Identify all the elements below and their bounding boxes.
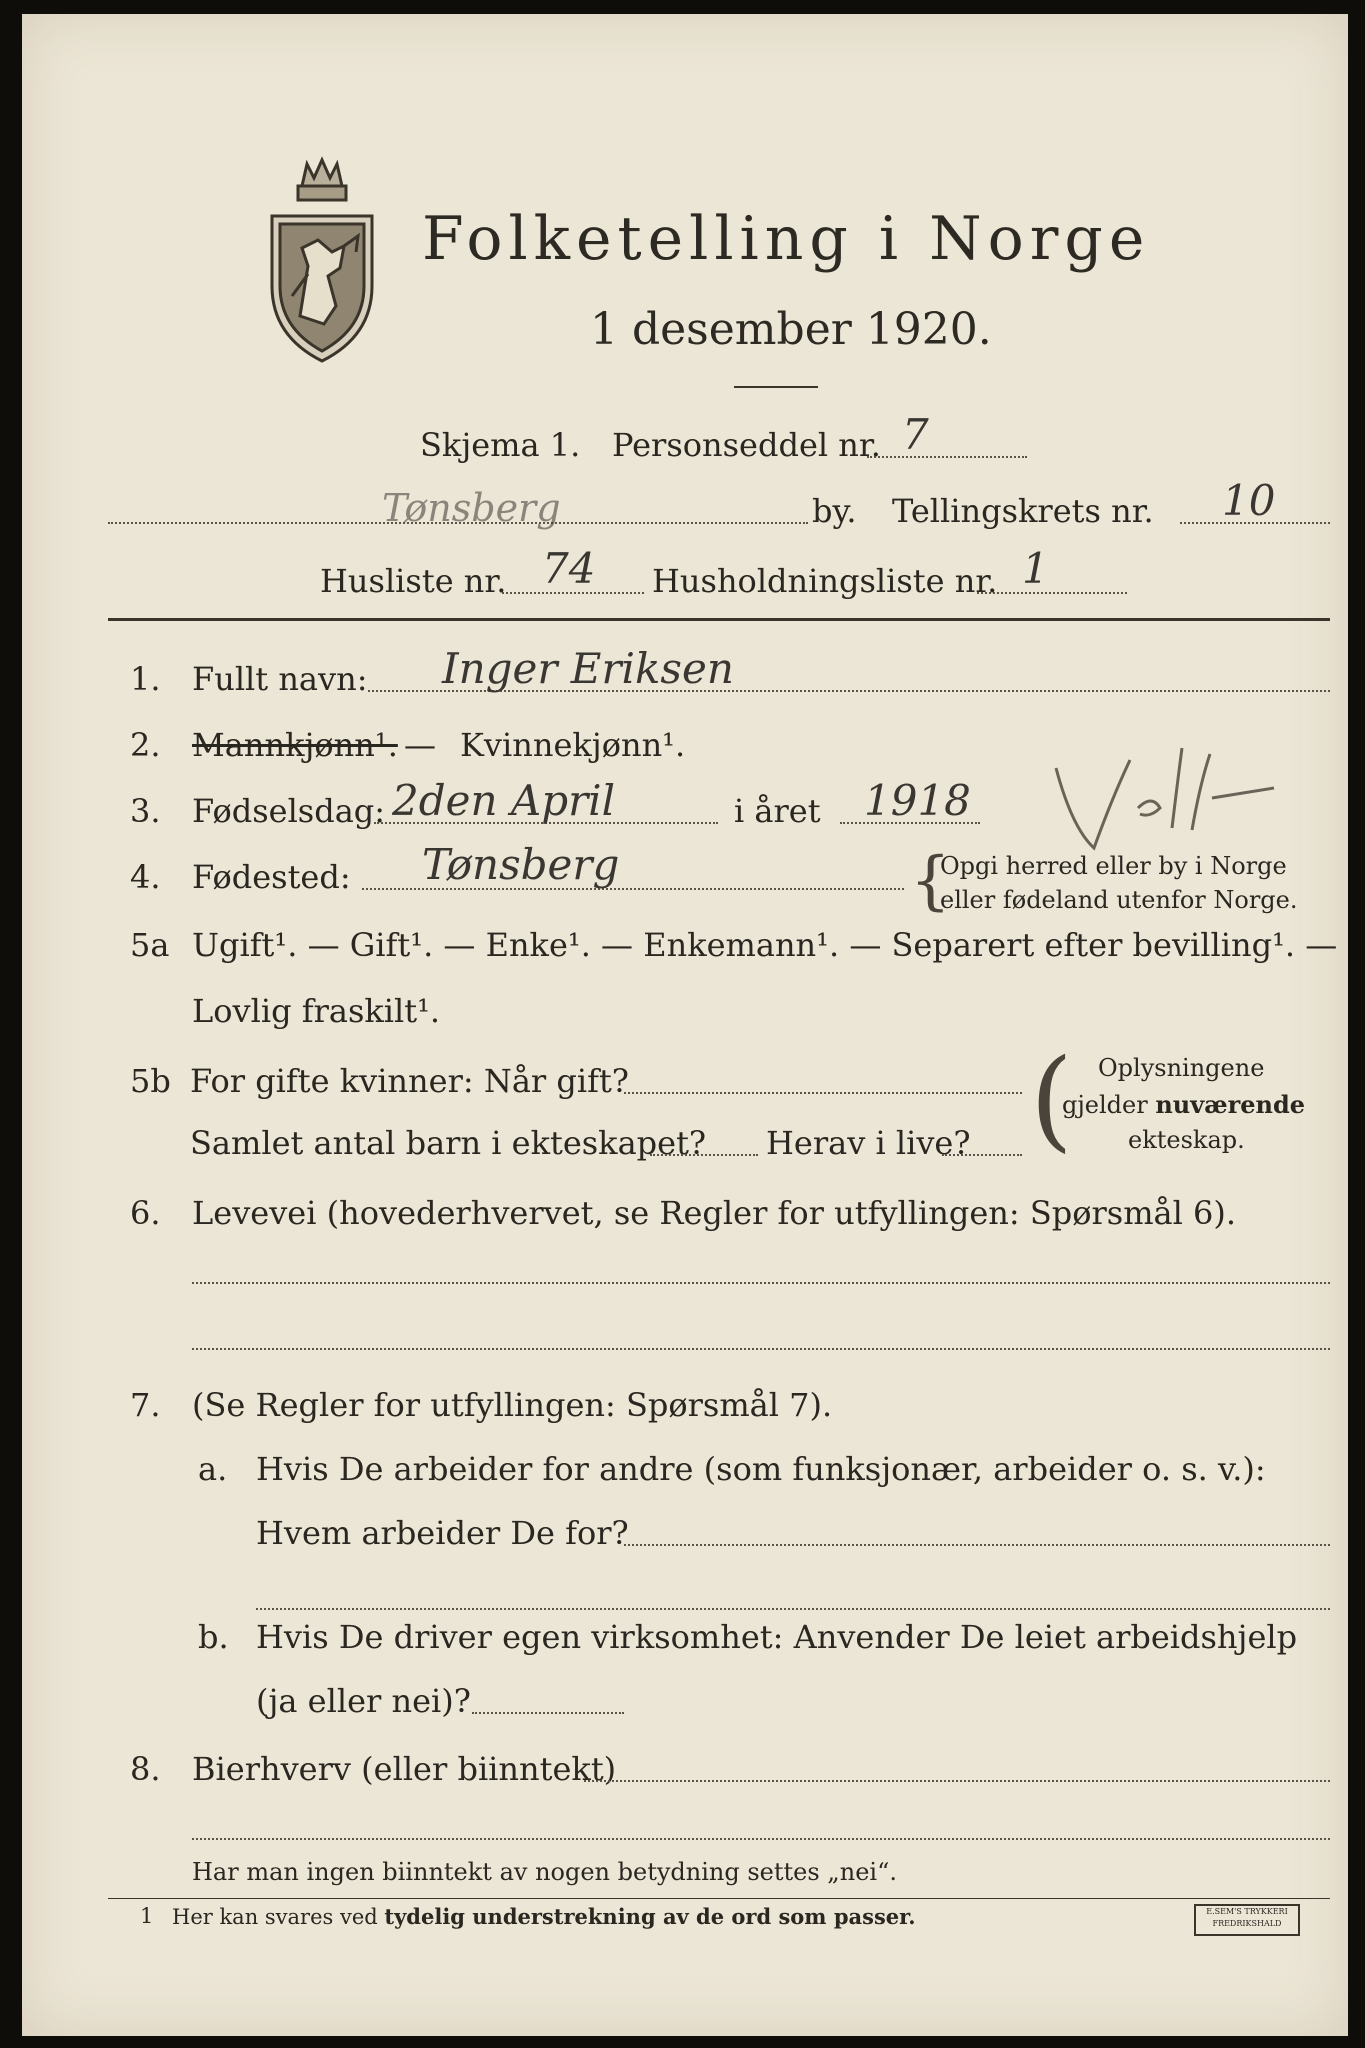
sex-separator: — <box>404 726 436 764</box>
year-value: 1918 <box>864 776 971 825</box>
side-income-label: Bierhverv (eller biinntekt) <box>192 1750 617 1788</box>
q7-label: (Se Regler for utfyllingen: Spørsmål 7). <box>192 1386 833 1424</box>
q2-number: 2. <box>130 726 161 764</box>
footnote-separator <box>108 1898 1330 1899</box>
town-value-faint: Tønsberg <box>382 486 561 530</box>
marital-status-options: Ugift¹. — Gift¹. — Enke¹. — Enkemann¹. — Separert efter bevilling¹. — <box>192 926 1338 964</box>
birthplace-note-brace: { <box>910 844 951 918</box>
q7b-letter: b. <box>198 1618 229 1656</box>
q1-number: 1. <box>130 660 161 698</box>
hired-help-field-line <box>472 1712 624 1714</box>
married-when-field-line <box>624 1092 1022 1094</box>
occupation-label: Levevei (hovederhvervet, se Regler for utfyllingen: Spørsmål 6). <box>192 1194 1237 1232</box>
year-label: i året <box>734 792 821 830</box>
title-divider <box>734 386 818 388</box>
footnote-mark: 1 <box>140 1904 154 1928</box>
q7a-letter: a. <box>198 1450 228 1488</box>
by-label: by. <box>812 492 857 530</box>
q4-number: 4. <box>130 858 161 896</box>
q7-number: 7. <box>130 1386 161 1424</box>
sex-option-female: Kvinnekjønn¹. <box>460 726 686 764</box>
husliste-label: Husliste nr. <box>320 562 507 600</box>
marriage-note-line1: Oplysningene <box>1098 1054 1265 1082</box>
side-income-field-line <box>584 1780 1330 1782</box>
q5a-number: 5a <box>130 926 170 964</box>
side-income-field-line-2 <box>192 1838 1330 1840</box>
marriage-note-line3: ekteskap. <box>1128 1126 1245 1154</box>
side-income-note: Har man ingen biinntekt av nogen betydning settes „nei“. <box>192 1858 897 1886</box>
hired-help-label: (ja eller nei)? <box>256 1682 471 1720</box>
handwritten-mark-icon <box>1042 738 1292 858</box>
q6-number: 6. <box>130 1194 161 1232</box>
sex-option-male: Mannkjønn¹. <box>192 726 398 764</box>
children-alive-label: Herav i live? <box>766 1124 971 1162</box>
marital-status-divorced: Lovlig fraskilt¹. <box>192 992 441 1030</box>
q3-label: Fødselsdag: <box>192 792 386 830</box>
occupation-field-line-2 <box>192 1348 1330 1350</box>
children-count-label: Samlet antal barn i ekteskapet? <box>190 1124 707 1162</box>
printer-stamp: E.SEM'S TRYKKERI FREDRIKSHALD <box>1194 1904 1300 1936</box>
employer-label: Hvem arbeider De for? <box>256 1514 629 1552</box>
census-date: 1 desember 1920. <box>590 304 992 355</box>
personseddel-label: Personseddel nr. <box>612 426 881 464</box>
occupation-field-line-1 <box>192 1282 1330 1284</box>
personseddel-value: 7 <box>902 410 929 459</box>
marriage-note-line2: gjelder nuværende <box>1062 1090 1306 1119</box>
birthplace-note-line2: eller fødeland utenfor Norge. <box>940 886 1298 914</box>
marriage-note-brace: ( <box>1030 1035 1073 1163</box>
employer-field-line <box>624 1544 1330 1546</box>
husliste-value: 74 <box>542 544 596 593</box>
q5b-number: 5b <box>130 1062 171 1100</box>
birthplace-note-line1: Opgi herred eller by i Norge <box>940 852 1287 880</box>
q7b-question: Hvis De driver egen virksomhet: Anvender De leiet arbeidshjelp <box>256 1618 1298 1656</box>
employer-field-line-2 <box>256 1608 1330 1610</box>
children-alive-field-line <box>942 1154 1022 1156</box>
q8-number: 8. <box>130 1750 161 1788</box>
personseddel-field-line <box>867 456 1027 458</box>
husholdningsliste-label: Husholdningsliste nr. <box>652 562 998 600</box>
full-name-value: Inger Eriksen <box>442 644 734 693</box>
q4-label: Fødested: <box>192 858 351 896</box>
tellingskrets-value: 10 <box>1222 476 1276 525</box>
q3-number: 3. <box>130 792 161 830</box>
tellingskrets-label: Tellingskrets nr. <box>892 492 1154 530</box>
census-form-sheet <box>22 14 1348 2036</box>
footnote-text: Her kan svares ved tydelig understrekning av de ord som passer. <box>172 1904 916 1929</box>
q1-label: Fullt navn: <box>192 660 368 698</box>
q7a-question: Hvis De arbeider for andre (som funksjonær, arbeider o. s. v.): <box>256 1450 1266 1488</box>
skjema-label: Skjema 1. <box>420 426 581 464</box>
husholdningsliste-field-line <box>977 592 1127 594</box>
married-when-label: For gifte kvinner: Når gift? <box>190 1062 629 1100</box>
children-count-field-line <box>650 1154 758 1156</box>
birthplace-value: Tønsberg <box>422 840 620 889</box>
birthday-value: 2den April <box>392 776 616 825</box>
header-separator <box>108 618 1330 621</box>
norwegian-coat-of-arms-icon <box>262 156 382 366</box>
husholdningsliste-value: 1 <box>1022 544 1049 593</box>
form-title: Folketelling i Norge <box>422 204 1151 274</box>
